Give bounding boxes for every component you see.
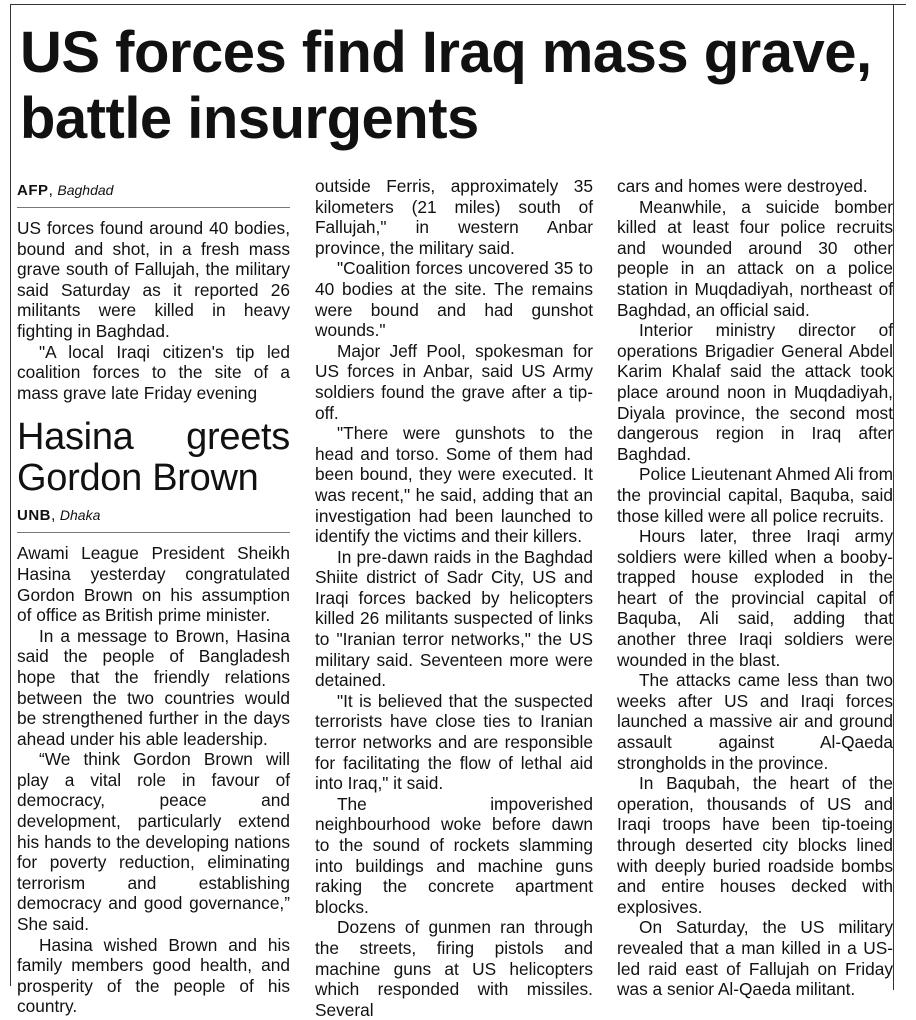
story2-paragraph: In a message to Brown, Hasina said the people of Bangladesh hope that the friendly relations between the two countries would be strengthened further in the days ahead under his able leadership. [17,625,290,749]
column-2 [315,176,593,1020]
story1-paragraph: outside Ferris, approximately 35 kilometers (21 miles) south of Fallujah," in western Anbar province, the military said. [315,176,593,258]
story1-paragraph: The attacks came less than two weeks after US and Iraqi forces launched a massive air and ground assault against Al-Qaeda strongholds in the province. [617,670,893,773]
byline-divider [17,532,290,533]
story1-place: Baghdad [57,182,114,198]
story1-paragraph: Interior ministry director of operations Brigadier General Abdel Karim Khalaf said the attack took place around noon in Muqdadiyah, Diyala province, the second most dangerous region in Iraq after Baghdad. [617,320,893,464]
story1-paragraph: cars and homes were destroyed. [617,176,868,196]
story1-paragraph: Police Lieutenant Ahmed Ali from the provincial capital, Baquba, said those killed were all police recruits. [617,464,893,526]
story1-paragraph: In pre-dawn raids in the Baghdad Shiite district of Sadr City, US and Iraqi forces backed by helicopters killed 26 militants suspected of links to "Iranian terror networks," the US military said. Seventeen more were detained. [315,546,593,691]
story1-paragraph: In Baqubah, the heart of the operation, thousands of US and Iraqi troops have been tip-toeing through deserted city blocks lined with deeply buried roadside bombs and entire houses decked with explosives. [617,773,893,917]
story1-agency: AFP [17,182,49,199]
story1-byline: AFP, Baghdad [17,182,114,199]
story1-paragraph: Hours later, three Iraqi army soldiers were killed when a booby-trapped house exploded in the heart of the provincial capital of Baquba, Ali said, adding that another three Iraqi soldiers were wounded in the blast. [617,526,893,670]
column-3 [617,176,893,1000]
story1-paragraph: "There were gunshots to the head and torso. Some of them had been bound, they were executed. It was recent," he said, adding that an investigation had been launched to identify the victims and their killers. [315,423,593,547]
story2-paragraph: “We think Gordon Brown will play a vital role in favour of democracy, peace and development, particularly extend his hands to the developing nations for poverty reduction, eliminating terrorism and establishing democracy and good governance,” She said. [17,749,290,935]
story2-headline: Hasina greets Gordon Brown [17,416,290,500]
story1-paragraph: Meanwhile, a suicide bomber killed at least four police recruits and wounded around 30 other people in an attack on a police station in Muqdadiyah, northeast of Baghdad, an official said. [617,196,893,320]
story2-byline: UNB, Dhaka [17,507,101,525]
main-headline: US forces find Iraq mass grave, battle insurgents [20,20,872,151]
story1-paragraph: Dozens of gunmen ran through the streets, firing pistols and machine guns at US helicopters which responded with missiles. Several [315,917,593,1020]
story1-paragraph: US forces found around 40 bodies, bound and shot, in a fresh mass grave south of Fallujah, the military said Saturday as it reported 26 militants were killed in heavy fighting in Baghdad. [17,218,290,341]
story1-paragraph: Major Jeff Pool, spokesman for US forces in Anbar, said US Army soldiers found the grave after a tip-off. [315,340,593,423]
story1-paragraph: The impoverished neighbourhood woke before dawn to the sound of rockets slamming into buildings and machine guns raking the concrete apartment blocks. [315,793,593,917]
story2-paragraph: Hasina wished Brown and his family members good health, and prosperity of the people of his country. [17,934,290,1017]
story1-paragraph: On Saturday, the US military revealed that a man killed in a US-led raid east of Fallujah on Friday was a senior Al-Qaeda militant. [617,917,893,1000]
story2-agency: UNB [17,507,51,525]
story1-paragraph: "A local Iraqi citizen's tip led coalition forces to the site of a mass grave late Friday evening [17,341,290,403]
story2-paragraph: Awami League President Sheikh Hasina yesterday congratulated Gordon Brown on his assumption of office as British prime minister. [17,543,290,626]
story2-place: Dhaka [59,507,101,524]
byline-divider [17,207,290,208]
story1-paragraph: "It is believed that the suspected terrorists have close ties to Iranian terror networks and are responsible for facilitating the flow of lethal aid into Iraq," it said. [315,690,593,794]
top-rule [10,4,906,5]
left-column-rule [10,4,11,986]
story1-paragraph: "Coalition forces uncovered 35 to 40 bodies at the site. The remains were bound and had gunshot wounds." [315,258,593,341]
column-1 [17,180,290,1017]
